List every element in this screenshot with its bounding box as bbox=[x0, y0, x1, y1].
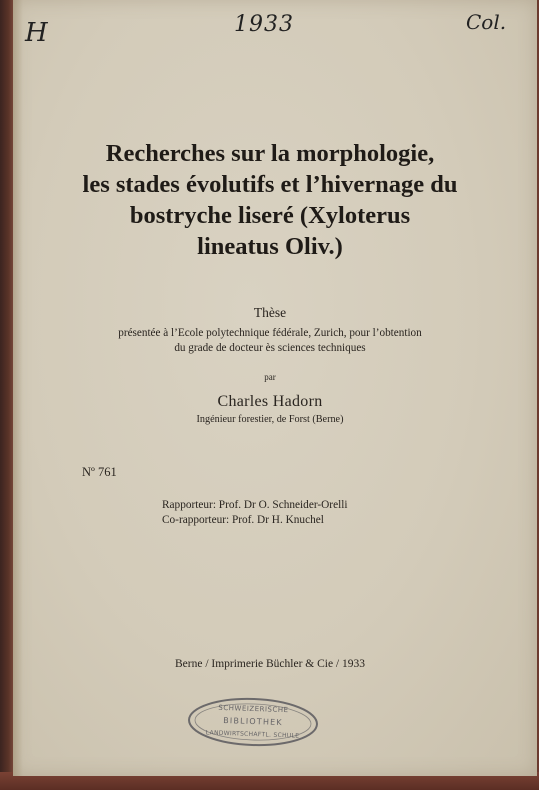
presented-line-1: présentée à l’Ecole polytechnique fédérale, Zurich, pour l’obtention bbox=[118, 327, 422, 339]
title-line-3: bostryche liseré (Xyloterus bbox=[129, 202, 411, 229]
stamp-line-2: BIBLIOTHEK bbox=[223, 715, 283, 728]
thesis-number: Nº 761 bbox=[82, 465, 117, 479]
author-affiliation: Ingénieur forestier, de Forst (Berne) bbox=[196, 414, 344, 425]
handwritten-year: 1933 bbox=[234, 12, 294, 37]
handwritten-h-mark: H bbox=[25, 18, 48, 48]
corapporteur-line: Co-rapporteur: Prof. Dr H. Knuchel bbox=[162, 514, 324, 526]
stamp-line-1: SCHWEIZERISCHE bbox=[218, 703, 289, 715]
page-binding-shadow bbox=[13, 0, 23, 776]
rapporteur-line: Rapporteur: Prof. Dr O. Schneider-Orelli bbox=[162, 499, 348, 511]
handwritten-col-mark: Col. bbox=[466, 10, 507, 34]
stamp-oval-icon bbox=[185, 694, 321, 751]
backdrop-left-edge bbox=[0, 0, 14, 790]
author-name: Charles Hadorn bbox=[217, 393, 323, 410]
presented-line-2: du grade de docteur ès sciences techniques bbox=[174, 342, 366, 354]
title-line-4: lineatus Oliv.) bbox=[197, 233, 343, 260]
library-stamp bbox=[185, 694, 321, 751]
title-line-2: les stades évolutifs et l’hivernage du bbox=[82, 171, 458, 198]
title-line-1: Recherches sur la morphologie, bbox=[105, 140, 435, 167]
par-label: par bbox=[264, 372, 276, 382]
thesis-label: Thèse bbox=[253, 305, 287, 320]
stamp-line-3: LANDWIRTSCHAFTL. SCHULE bbox=[205, 729, 300, 740]
publisher-imprint: Berne / Imprimerie Büchler & Cie / 1933 bbox=[174, 658, 366, 670]
document-title bbox=[50, 138, 490, 262]
